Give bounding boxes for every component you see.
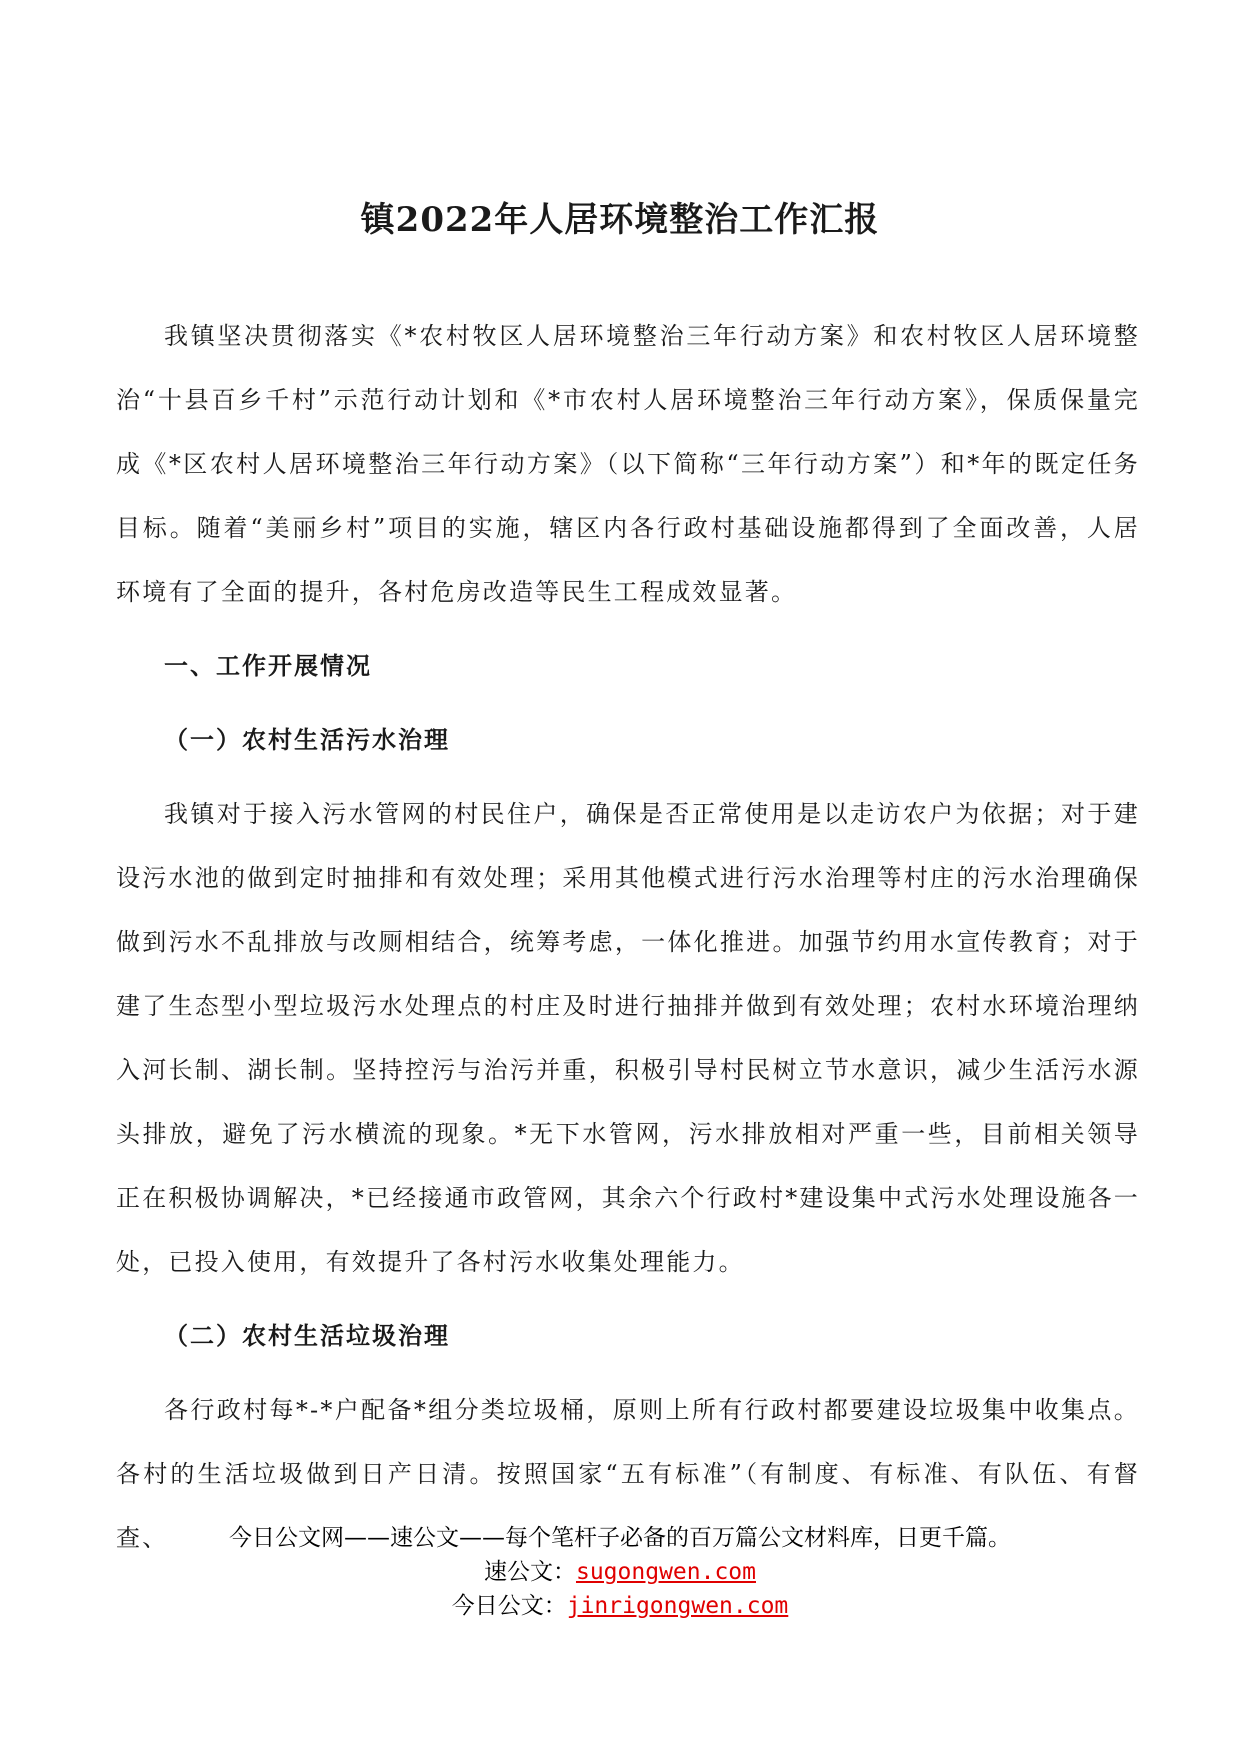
jinrigongwen-link[interactable]: jinrigongwen.com: [566, 1593, 789, 1619]
section-heading-work-status: 一、工作开展情况: [164, 651, 372, 680]
spacer: [116, 1368, 1140, 1378]
spacer: [116, 698, 1140, 708]
footer-jinrigongwen-line: [0, 1590, 1240, 1622]
spacer: [116, 772, 1140, 782]
footer-sugongwen-label: 速公文：: [483, 1559, 576, 1585]
subsection-heading-garbage: （二）农村生活垃圾治理: [164, 1321, 450, 1350]
sugongwen-link[interactable]: sugongwen.com: [575, 1559, 756, 1585]
intro-paragraph: 我镇坚决贯彻落实《*农村牧区人居环境整治三年行动方案》和农村牧区人居环境整治“十县百乡千村”示范行动计划和《*市农村人居环境整治三年行动方案》，保质保量完成《*区农村人居环境整治三年行动方案》（以下简称“三年行动方案”）和*年的既定任务目标。随着“美丽乡村”项目的实施，辖区内各行政村基础设施都得到了全面改善，人居环境有了全面的提升，各村危房改造等民生工程成效显著。: [116, 322, 1140, 606]
document-body: [116, 304, 1140, 1570]
footer-jinrigongwen-label: 今日公文：: [451, 1593, 567, 1619]
footer-sugongwen-line: [0, 1556, 1240, 1588]
spacer: [116, 1294, 1140, 1304]
sewage-paragraph: 我镇对于接入污水管网的村民住户，确保是否正常使用是以走访农户为依据；对于建设污水池的做到定时抽排和有效处理；采用其他模式进行污水治理等村庄的污水治理确保做到污水不乱排放与改厕相结合，统筹考虑，一体化推进。加强节约用水宣传教育；对于建了生态型小型垃圾污水处理点的村庄及时进行抽排并做到有效处理；农村水环境治理纳入河长制、湖长制。坚持控污与治污并重，积极引导村民树立节水意识，减少生活污水源头排放，避免了污水横流的现象。*无下水管网，污水排放相对严重一些，目前相关领导正在积极协调解决，*已经接通市政管网，其余六个行政村*建设集中式污水处理设施各一处，已投入使用，有效提升了各村污水收集处理能力。: [116, 800, 1140, 1276]
footer-slogan: 今日公文网——速公文——每个笔杆子必备的百万篇公文材料库，日更千篇。: [229, 1525, 1011, 1551]
subsection-heading-sewage: （一）农村生活污水治理: [164, 725, 450, 754]
document-title: 镇2022年人居环境整治工作汇报: [360, 200, 880, 240]
spacer: [116, 624, 1140, 634]
garbage-paragraph: 各行政村每*-*户配备*组分类垃圾桶，原则上所有行政村都要建设垃圾集中收集点。各村的生活垃圾做到日产日清。按照国家“五有标准”（有制度、有标准、有队伍、有督查、: [116, 1396, 1140, 1552]
